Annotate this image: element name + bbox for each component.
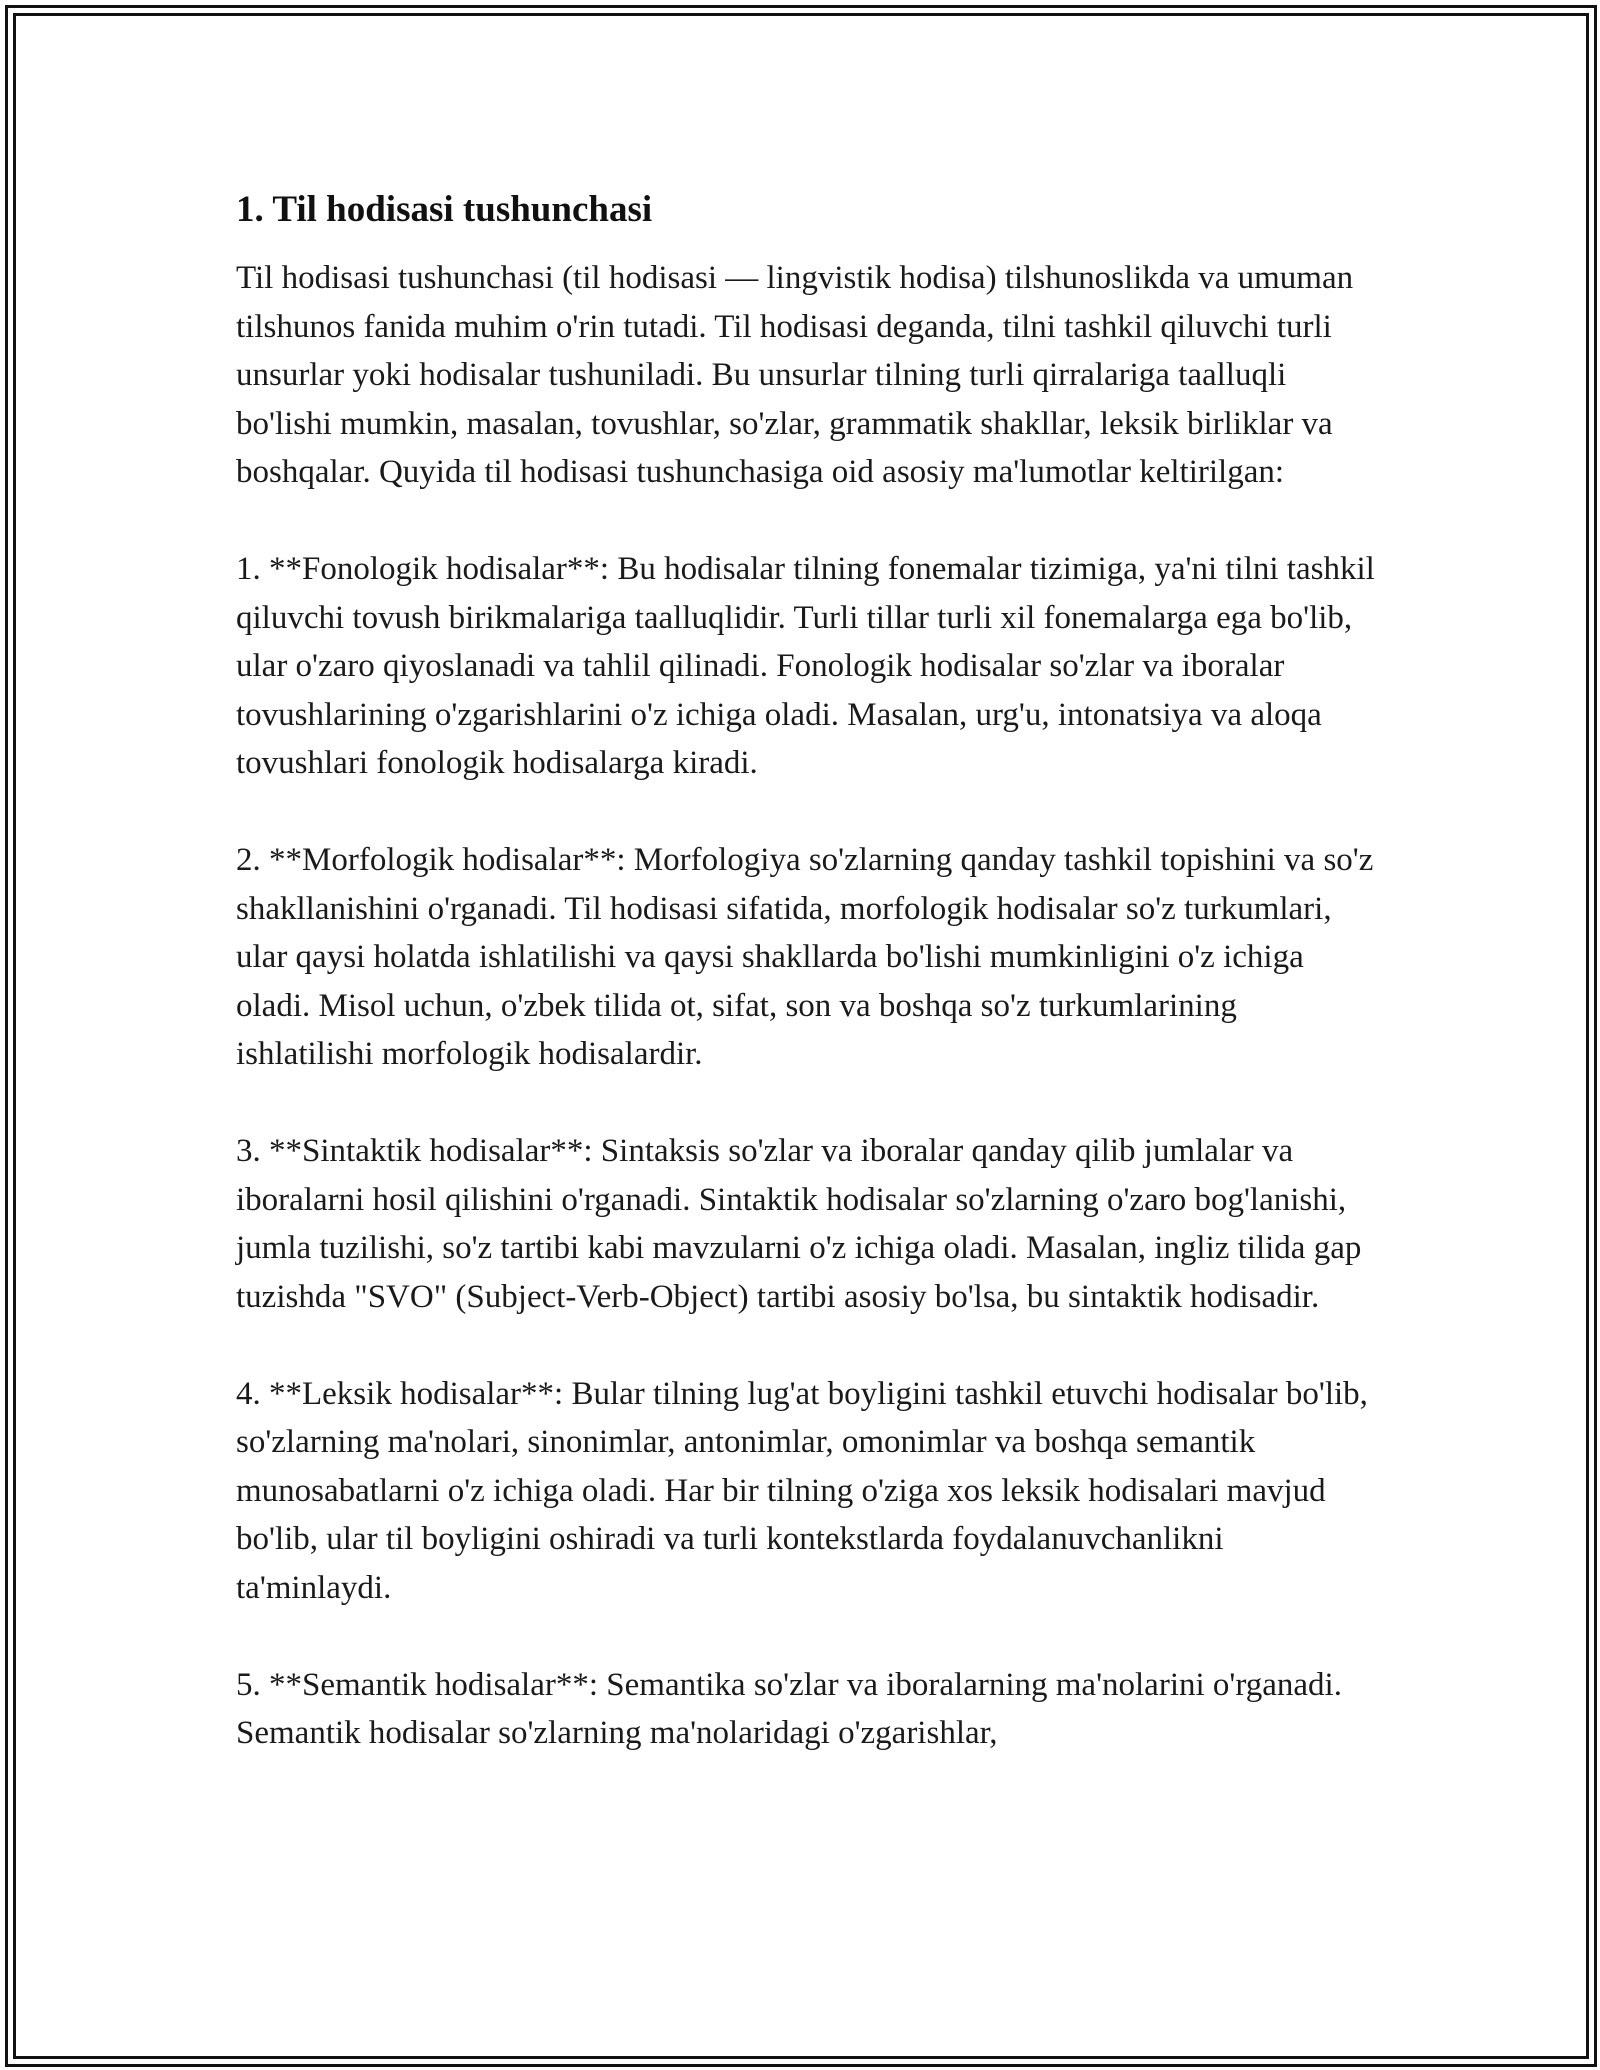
document-body [236,186,1376,1806]
paragraph-morfologik: 2. **Morfologik hodisalar**: Morfologiya so'zlarning qanday tashkil topishini va so'z shakllanishini o'rganadi. Til hodisasi sifatida, morfologik hodisalar so'z turkumlari, ular qaysi holatda ishlatilishi va qaysi shakllarda bo'lishi mumkinligini o'z ichiga oladi. Misol uchun, o'zbek tilida ot, sifat, son va boshqa so'z turkumlarining ishlatilishi morfologik hodisalardir. [236,842,1374,1072]
paragraph-semantik: 5. **Semantik hodisalar**: Semantika so'zlar va iboralarning ma'nolarini o'rganadi. Semantik hodisalar so'zlarning ma'nolaridagi o'zgarishlar, [236,1666,1342,1751]
paragraph-fonologik: 1. **Fonologik hodisalar**: Bu hodisalar tilning fonemalar tizimiga, ya'ni tilni tashkil qiluvchi tovush birikmalariga taalluqlidir. Turli tillar turli xil fonemalarga ega bo'lib, ular o'zaro qiyoslanadi va tahlil qilinadi. Fonologik hodisalar so'zlar va iboralar tovushlarining o'zgarishlarini o'z ichiga oladi. Masalan, urg'u, intonatsiya va aloqa tovushlari fonologik hodisalarga kiradi. [236,551,1375,781]
intro-paragraph: Til hodisasi tushunchasi (til hodisasi — lingvistik hodisa) tilshunoslikda va umuman tilshunos fanida muhim o'rin tutadi. Til hodisasi deganda, tilni tashkil qiluvchi turli unsurlar yoki hodisalar tushuniladi. Bu unsurlar tilning turli qirralariga taalluqli bo'lishi mumkin, masalan, tovushlar, so'zlar, grammatik shakllar, leksik birliklar va boshqalar. Quyida til hodisasi tushunchasiga oid asosiy ma'lumotlar keltirilgan: [236,260,1354,490]
paragraph-sintaktik: 3. **Sintaktik hodisalar**: Sintaksis so'zlar va iboralar qanday qilib jumlalar va iboralarni hosil qilishini o'rganadi. Sintaktik hodisalar so'zlarning o'zaro bog'lanishi, jumla tuzilishi, so'z tartibi kabi mavzularni o'z ichiga oladi. Masalan, ingliz tilida gap tuzishda "SVO" (Subject-Verb-Object) tartibi asosiy bo'lsa, bu sintaktik hodisadir. [236,1133,1362,1315]
paragraph-leksik: 4. **Leksik hodisalar**: Bular tilning lug'at boyligini tashkil etuvchi hodisalar bo'lib, so'zlarning ma'nolari, sinonimlar, antonimlar, omonimlar va boshqa semantik munosabatlarni o'z ichiga oladi. Har bir tilning o'ziga xos leksik hodisalari mavjud bo'lib, ular til boyligini oshiradi va turli kontekstlarda foydalanuvchanlikni ta'minlaydi. [236,1375,1368,1606]
section-heading: 1. Til hodisasi tushunchasi [236,189,653,230]
